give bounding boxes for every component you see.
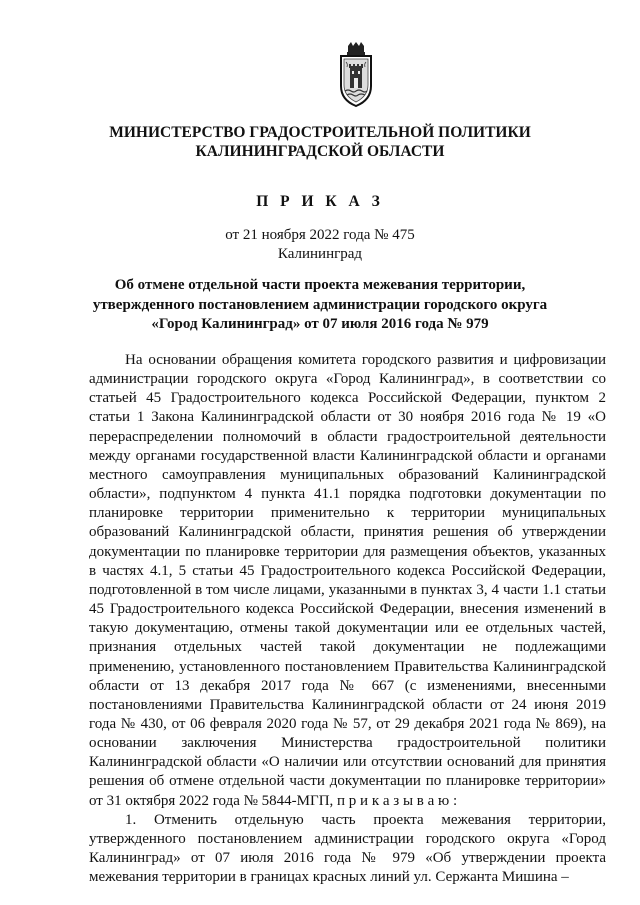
coat-of-arms-emblem [338, 42, 374, 108]
subject-line3: «Город Калининград» от 07 июля 2016 года № 979 [151, 316, 489, 332]
document-body [89, 351, 606, 887]
document-date-block [40, 226, 600, 264]
document-city: Калининград [277, 246, 363, 262]
ministry-name [40, 123, 600, 161]
subject-line2: утвержденного постановлением администрации городского округа [92, 296, 548, 313]
ministry-name-line1: МИНИСТЕРСТВО ГРАДОСТРОИТЕЛЬНОЙ ПОЛИТИКИ [109, 124, 531, 141]
document-type-title: П Р И К А З [256, 193, 384, 210]
ministry-name-line2: КАЛИНИНГРАДСКОЙ ОБЛАСТИ [195, 143, 445, 160]
subject-line1: Об отмене отдельной части проекта межевания территории, [114, 277, 526, 293]
document-date-number: от 21 ноября 2022 года № 475 [225, 227, 415, 243]
body-paragraph-item-1: 1. Отменить отдельную часть проекта межевания территории, утвержденного постановлением администрации городского округа «Город Калининград» от 07 июля 2016 года № 979 «Об утверждении проекта межевания территории в границах красных линий ул. Сержанта Мишина – [89, 811, 606, 886]
order-subject-heading [70, 276, 570, 335]
body-paragraph-preamble: На основании обращения комитета городского развития и цифровизации администрации городского округа «Город Калининград», в соответствии со статьей 45 Градостроительного кодекса Российской Федерации, пунктом 2 статьи 1 Закона Калининградской области от 30 ноября 2016 года № 19 «О перераспределении полномочий в области градостроительной деятельности между органами государственной власти Калининградской области и органами местного самоуправления муниципальных образований Калининградской области», подпунктом 4 пункта 41.1 порядка подготовки документации по планировке территории применительно к территории муниципальных образований Калининградской области, принятия решения об утверждении документации по планировке территории для размещения объектов, указанных в частях 4.1, 5 статьи 45 Градостроительного кодекса Российской Федерации, подготовленной в том числе лицами, указанными в пунктах 3, 4 части 1.1 статьи 45 Градостроительного кодекса Российской Федерации, внесения изменений в такую документацию, отмены такой документации или ее отдельных частей, признания отдельных частей такой документации не подлежащими применению, установленного постановлением Правительства Калининградской области от 13 декабря 2017 года № 667 (с изменениями, внесенными постановлениями Правительства Калининградской области от 24 июня 2019 года № 430, от 06 февраля 2020 года № 57, от 29 декабря 2021 года № 869), на основании заключения Министерства градостроительной политики Калининградской области «О наличии или отсутствии оснований для принятия решения об отмене отдельной части документации по планировке территории» от 31 октября 2022 года № 5844-МГП, п р и к а з ы в а ю : [89, 352, 606, 809]
